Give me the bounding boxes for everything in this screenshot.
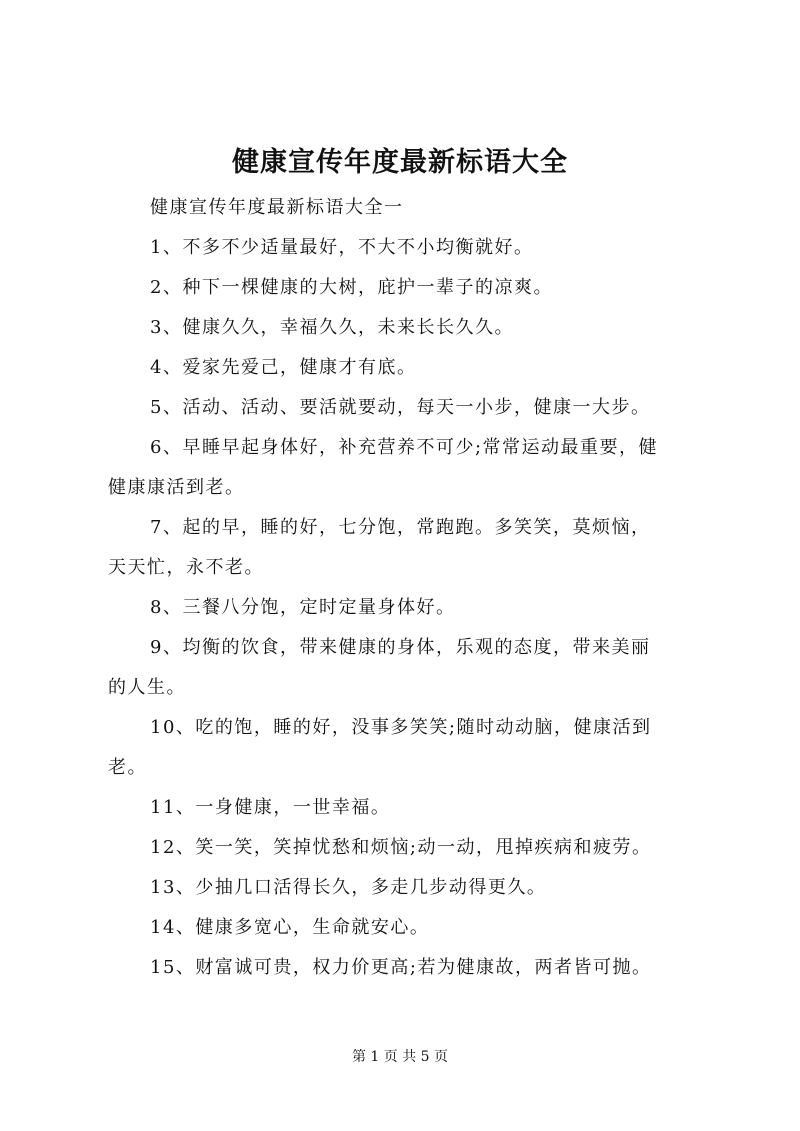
slogan-line-continuation: 天天忙，永不老。 [108, 557, 264, 578]
slogan-line-continuation: 健康康活到老。 [108, 477, 245, 498]
slogan-line: 4、爱家先爱己，健康才有底。 [150, 357, 417, 378]
slogan-line-continuation: 的人生。 [108, 677, 186, 698]
slogan-line: 10、吃的饱，睡的好，没事多笑笑;随时动动脑，健康活到 [150, 717, 652, 738]
slogan-line: 1、不多不少适量最好，不大不小均衡就好。 [150, 237, 534, 258]
slogan-line: 11、一身健康，一世幸福。 [150, 797, 391, 818]
section-heading: 健康宣传年度最新标语大全一 [150, 197, 404, 218]
slogan-line: 5、活动、活动、要活就要动，每天一小步，健康一大步。 [150, 397, 651, 418]
slogan-line: 13、少抽几口活得长久，多走几步动得更久。 [150, 877, 547, 898]
slogan-line: 3、健康久久，幸福久久，未来长长久久。 [150, 317, 514, 338]
slogan-line: 12、笑一笑，笑掉忧愁和烦恼;动一动，甩掉疾病和疲劳。 [150, 837, 652, 858]
slogan-line-continuation: 老。 [108, 757, 147, 778]
page-title: 健康宣传年度最新标语大全 [232, 147, 568, 178]
slogan-line: 2、种下一棵健康的大树，庇护一辈子的凉爽。 [150, 277, 553, 298]
slogan-line: 9、均衡的饮食，带来健康的身体，乐观的态度，带来美丽 [150, 637, 651, 658]
slogan-line: 8、三餐八分饱，定时定量身体好。 [150, 597, 456, 618]
slogan-line: 15、财富诚可贵，权力价更高;若为健康故，两者皆可抛。 [150, 957, 652, 978]
slogan-line: 6、早睡早起身体好，补充营养不可少;常常运动最重要，健 [150, 437, 659, 458]
page-number-footer: 第 1 页 共 5 页 [351, 1049, 449, 1065]
slogan-line: 14、健康多宽心，生命就安心。 [150, 917, 430, 938]
document-body [108, 188, 708, 988]
slogan-line: 7、起的早，睡的好，七分饱，常跑跑。多笑笑，莫烦恼， [150, 517, 651, 538]
